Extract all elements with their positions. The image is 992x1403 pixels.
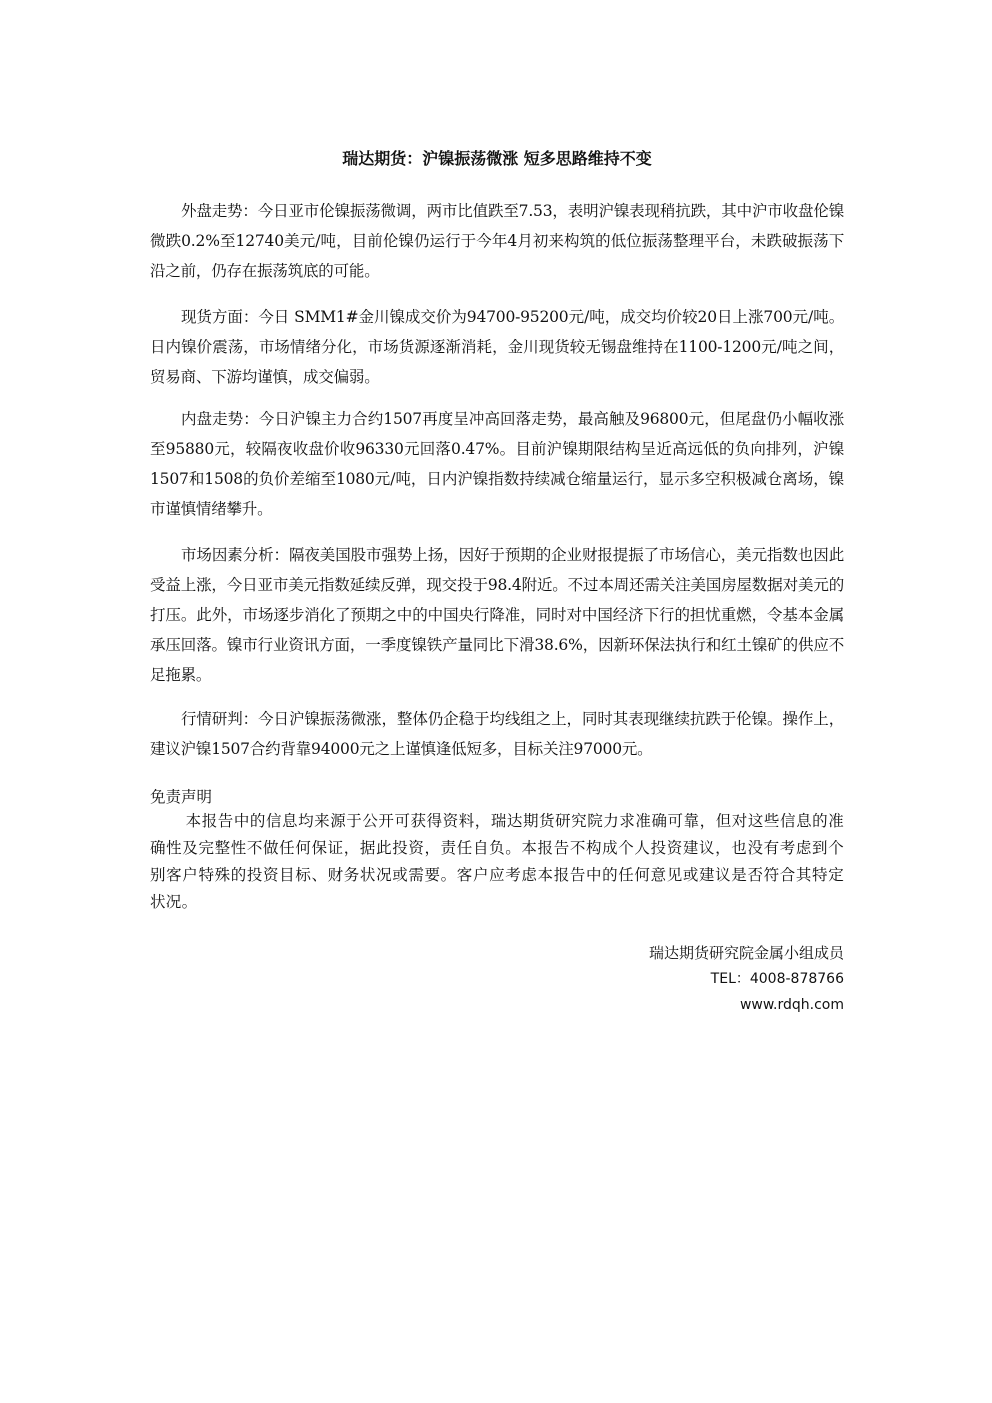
paragraph-domestic-market: 内盘走势：今日沪镍主力合约1507再度呈冲高回落走势，最高触及96800元，但尾盘仍小幅收涨至95880元，较隔夜收盘价收96330元回落0.47%。目前沪镍期限结构呈近高远低的负向排列，沪镍1507和1508的负价差缩至1080元/吨，日内沪镍指数持续减仓缩量运行，显示多空积极减仓离场，镍市谨慎情绪攀升。 — [150, 410, 844, 518]
signature-block — [649, 940, 844, 1018]
paragraph-spot-market: 现货方面：今日 SMM1#金川镍成交价为94700-95200元/吨，成交均价较20日上涨700元/吨。日内镍价震荡，市场情绪分化，市场货源逐渐消耗，金川现货较无锡盘维持在1100-1200元/吨之间，贸易商、下游均谨慎，成交偏弱。 — [150, 308, 844, 386]
paragraph-market-factors: 市场因素分析：隔夜美国股市强势上扬，因好于预期的企业财报提振了市场信心，美元指数也因此受益上涨，今日亚市美元指数延续反弹，现交投于98.4附近。不过本周还需关注美国房屋数据对美元的打压。此外，市场逐步消化了预期之中的中国央行降准，同时对中国经济下行的担忧重燃，令基本金属承压回落。镍市行业资讯方面，一季度镍铁产量同比下滑38.6%，因新环保法执行和红土镍矿的供应不足拖累。 — [150, 546, 844, 684]
signature-website: www.rdqh.com — [739, 997, 844, 1013]
disclaimer-heading: 免责声明 — [150, 788, 213, 806]
signature-team: 瑞达期货研究院金属小组成员 — [648, 944, 844, 962]
document-title: 瑞达期货：沪镍振荡微涨 短多思路维持不变 — [342, 149, 652, 168]
disclaimer-body: 本报告中的信息均来源于公开可获得资料，瑞达期货研究院力求准确可靠，但对这些信息的准确性及完整性不做任何保证，据此投资，责任自负。本报告不构成个人投资建议，也没有考虑到个别客户特殊的投资目标、财务状况或需要。客户应考虑本报告中的任何意见或建议是否符合其特定状况。 — [150, 812, 844, 911]
document-page — [150, 0, 844, 1403]
paragraph-overseas-market: 外盘走势：今日亚市伦镍振荡微调，两市比值跌至7.53，表明沪镍表现稍抗跌，其中沪市收盘伦镍微跌0.2%至12740美元/吨，目前伦镍仍运行于今年4月初来构筑的低位振荡整理平台，未跌破振荡下沿之前，仍存在振荡筑底的可能。 — [150, 202, 844, 280]
signature-tel: TEL：4008-878766 — [710, 971, 844, 987]
paragraph-market-outlook: 行情研判：今日沪镍振荡微涨，整体仍企稳于均线组之上，同时其表现继续抗跌于伦镍。操作上，建议沪镍1507合约背靠94000元之上谨慎逢低短多，目标关注97000元。 — [150, 710, 844, 758]
